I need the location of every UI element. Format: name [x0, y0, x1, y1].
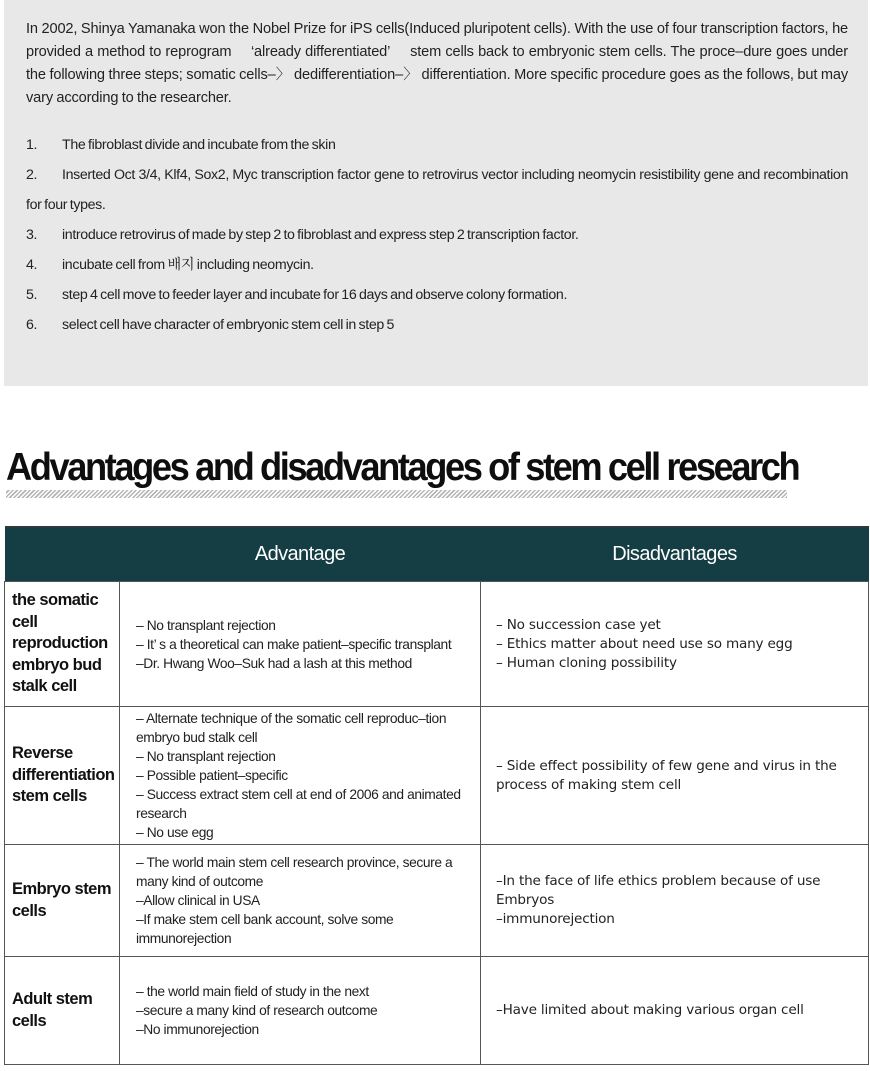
header-disadvantages: Disadvantages	[481, 527, 869, 582]
header-empty-cell	[5, 527, 120, 582]
advantage-item: –Allow clinical in USA	[136, 893, 260, 908]
advantage-cell	[120, 707, 481, 845]
step-text: The fibroblast divide and incubate from the skin	[62, 137, 336, 153]
disadvantage-item: – Ethics matter about need use so many egg	[496, 635, 793, 652]
advantage-item: – No transplant rejection	[136, 749, 276, 764]
disadvantage-cell	[481, 582, 869, 707]
advantage-item: –No immunorejection	[136, 1022, 259, 1037]
step-number: 6.	[26, 317, 38, 333]
table-row	[5, 582, 869, 707]
advantage-cell	[120, 582, 481, 707]
step-text: step 4 cell move to feeder layer and incubate for 16 days and observe colony formation.	[62, 287, 568, 303]
advantage-item: – Possible patient–specific	[136, 768, 288, 783]
step-number: 3.	[26, 227, 38, 243]
disadvantage-item: –immunorejection	[496, 911, 615, 927]
intro-paragraph: In 2002, Shinya Yamanaka won the Nobel Prize for iPS cells(Induced pluripotent cells). With the use of four transcription factors, he provided a method to reprogram ‘already differentiated’ stem cells back to embryonic stem cells. The proce–dure goes under the following three steps; somatic cells–〉 dedifferentiation–〉 differentiation. More specific procedure goes as the follows, but may vary according to the researcher.	[26, 21, 848, 106]
table-row	[5, 845, 869, 957]
advantage-item: – No transplant rejection	[136, 617, 276, 633]
row-label: Embryo stem cells	[5, 845, 120, 957]
table-row	[5, 707, 869, 845]
step-text: Inserted Oct 3/4, Klf4, Sox2, Myc transcription factor gene to retrovirus vector including neomycin resistibility gene and recombination for four types.	[26, 167, 848, 213]
disadvantage-cell	[481, 957, 869, 1065]
row-label: Adult stem cells	[5, 957, 120, 1065]
step-number: 2.	[26, 167, 38, 183]
advantage-item: – Alternate technique of the somatic cell reproduc–tion embryo bud stalk cell	[136, 711, 447, 745]
table-header-row	[5, 527, 869, 582]
step-number: 4.	[26, 257, 38, 273]
step-item	[26, 130, 848, 160]
advantage-item: –secure a many kind of research outcome	[136, 1003, 378, 1018]
section-title: Advantages and disadvantages of stem cell research	[6, 446, 799, 489]
step-item	[26, 310, 848, 340]
disadvantage-item: – No succession case yet	[496, 616, 661, 633]
step-text: select cell have character of embryonic stem cell in step 5	[62, 317, 395, 333]
row-label: the somatic cell reproduction embryo bud stalk cell	[5, 582, 120, 707]
header-advantage: Advantage	[120, 527, 481, 582]
disadvantage-cell	[481, 707, 869, 845]
advantage-item: –Dr. Hwang Woo–Suk had a lash at this method	[136, 655, 412, 671]
step-item	[26, 220, 848, 250]
step-item	[26, 160, 848, 220]
disadvantage-cell	[481, 845, 869, 957]
step-item	[26, 250, 848, 280]
table-row	[5, 957, 869, 1065]
title-underline-divider	[6, 490, 787, 498]
disadvantage-item: –Have limited about making various organ cell	[496, 1002, 804, 1018]
disadvantage-item: – Side effect possibility of few gene and virus in the process of making stem cell	[496, 757, 837, 793]
advantage-cell	[120, 957, 481, 1065]
row-label: Reverse differentiation stem cells	[5, 707, 120, 845]
step-number: 1.	[26, 137, 38, 153]
disadvantage-item: –In the face of life ethics problem because of use Embryos	[496, 873, 821, 908]
step-item	[26, 280, 848, 310]
advantage-item: – The world main stem cell research province, secure a many kind of outcome	[136, 855, 453, 889]
advantage-item: – the world main field of study in the next	[136, 984, 369, 999]
advantage-item: – It’ s a theoretical can make patient–specific transplant	[136, 636, 452, 652]
advantage-cell	[120, 845, 481, 957]
disadvantage-item: – Human cloning possibility	[496, 654, 677, 671]
advantage-item: – Success extract stem cell at end of 2006 and animated research	[136, 787, 461, 821]
step-text: introduce retrovirus of made by step 2 to fibroblast and express step 2 transcription factor.	[62, 227, 579, 243]
advantage-item: – No use egg	[136, 825, 214, 840]
intro-box	[4, 0, 868, 386]
comparison-table	[4, 526, 869, 1065]
step-text: incubate cell from 배지 including neomycin.	[62, 257, 314, 273]
step-number: 5.	[26, 287, 38, 303]
advantage-item: –If make stem cell bank account, solve some immunorejection	[136, 912, 394, 946]
procedure-steps	[26, 130, 848, 340]
